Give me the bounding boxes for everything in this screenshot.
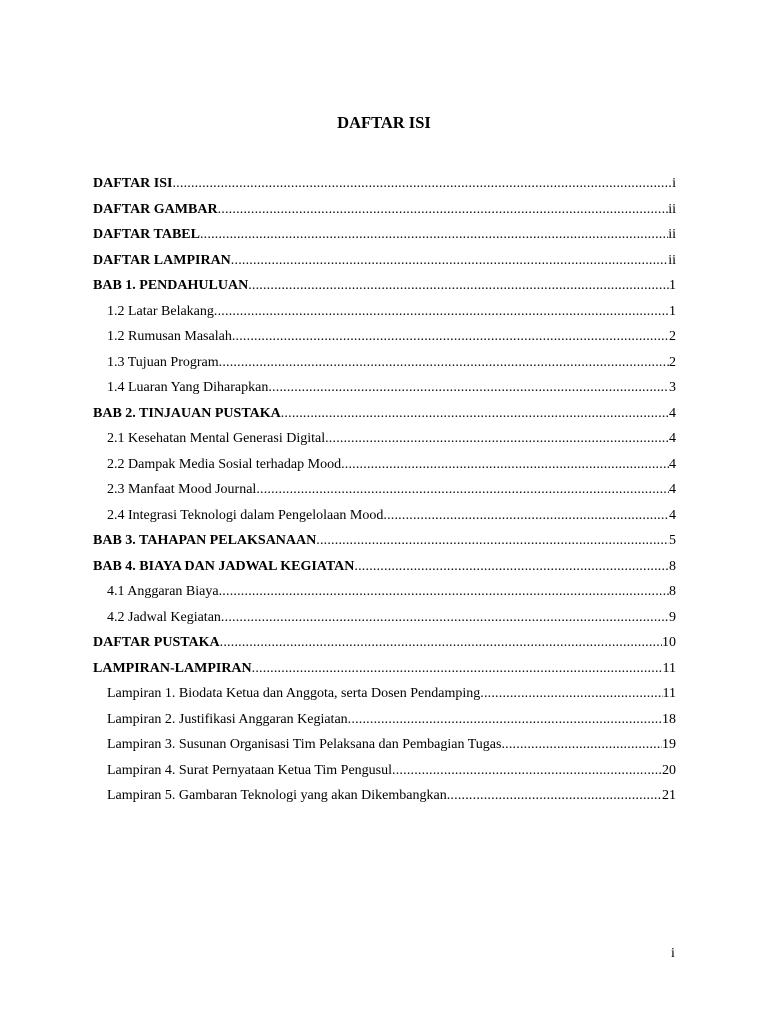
toc-dot-leader — [214, 299, 669, 325]
toc-dot-leader — [501, 732, 662, 758]
toc-entry-page: 4 — [669, 405, 676, 421]
table-of-contents — [93, 171, 676, 809]
toc-entry-label: Lampiran 2. Justifikasi Anggaran Kegiatan — [107, 711, 348, 727]
toc-entry-label: BAB 2. TINJAUAN PUSTAKA — [93, 405, 281, 421]
toc-entry-label: 2.2 Dampak Media Sosial terhadap Mood — [107, 456, 342, 472]
toc-dot-leader — [447, 783, 662, 809]
toc-entry — [93, 732, 676, 758]
toc-entry-label: DAFTAR GAMBAR — [93, 201, 218, 217]
toc-entry-page: 10 — [662, 635, 676, 650]
toc-entry-page: 1 — [669, 303, 676, 319]
toc-dot-leader — [172, 171, 672, 197]
toc-dot-leader — [354, 554, 669, 580]
toc-dot-leader — [383, 503, 669, 529]
toc-entry — [93, 707, 676, 733]
toc-entry-page: 5 — [669, 533, 676, 548]
toc-entry-page: 4 — [669, 456, 676, 472]
toc-entry-label: LAMPIRAN-LAMPIRAN — [93, 660, 252, 676]
toc-entry — [93, 528, 676, 554]
toc-entry — [93, 656, 676, 682]
toc-dot-leader — [218, 197, 669, 223]
toc-entry-page: 21 — [662, 788, 676, 803]
toc-entry-label: BAB 1. PENDAHULUAN — [93, 278, 249, 293]
toc-entry-label: DAFTAR PUSTAKA — [93, 635, 220, 650]
toc-entry — [93, 579, 676, 605]
toc-entry-label: BAB 4. BIAYA DAN JADWAL KEGIATAN — [93, 558, 355, 574]
toc-dot-leader — [248, 273, 669, 299]
toc-entry-page: 9 — [669, 609, 676, 625]
toc-entry — [93, 681, 676, 707]
toc-entry-page: 3 — [669, 380, 676, 395]
toc-entry — [93, 375, 676, 401]
toc-entry-label: 4.1 Anggaran Biaya — [107, 584, 219, 599]
toc-entry-page: ii — [668, 227, 676, 242]
toc-dot-leader — [221, 605, 669, 631]
toc-entry — [93, 324, 676, 350]
toc-dot-leader — [220, 630, 662, 656]
toc-entry — [93, 783, 676, 809]
toc-entry-label: Lampiran 5. Gambaran Teknologi yang akan Dikembangkan — [107, 788, 447, 803]
toc-entry-label: 2.3 Manfaat Mood Journal — [107, 482, 257, 497]
toc-entry-page: 19 — [662, 737, 676, 752]
toc-entry-label: 1.3 Tujuan Program — [107, 354, 219, 370]
toc-entry-page: 11 — [662, 686, 676, 701]
toc-entry — [93, 248, 676, 274]
toc-entry-label: 1.2 Latar Belakang — [107, 303, 214, 319]
toc-entry — [93, 452, 676, 478]
toc-entry-page: 11 — [662, 660, 676, 676]
toc-entry-page: 2 — [669, 329, 676, 344]
toc-entry-page: 4 — [669, 431, 676, 446]
toc-dot-leader — [252, 656, 663, 682]
toc-entry — [93, 222, 676, 248]
toc-entry-label: BAB 3. TAHAPAN PELAKSANAAN — [93, 533, 317, 548]
toc-entry — [93, 503, 676, 529]
toc-entry-page: 18 — [662, 711, 676, 727]
toc-dot-leader — [256, 477, 669, 503]
toc-entry-label: Lampiran 1. Biodata Ketua dan Anggota, serta Dosen Pendamping — [107, 686, 481, 701]
page-title: DAFTAR ISI — [337, 113, 431, 132]
toc-entry-label: DAFTAR LAMPIRAN — [93, 252, 231, 268]
toc-entry — [93, 758, 676, 784]
toc-entry-page: 8 — [669, 558, 676, 574]
toc-dot-leader — [480, 681, 662, 707]
toc-entry — [93, 605, 676, 631]
toc-entry-label: 2.1 Kesehatan Mental Generasi Digital — [107, 431, 326, 446]
toc-dot-leader — [232, 324, 669, 350]
toc-entry-page: 8 — [669, 584, 676, 599]
toc-dot-leader — [325, 426, 669, 452]
toc-entry-label: Lampiran 4. Surat Pernyataan Ketua Tim Pengusul — [107, 762, 393, 778]
toc-entry-label: 1.4 Luaran Yang Diharapkan — [107, 380, 269, 395]
toc-entry-label: 4.2 Jadwal Kegiatan — [107, 609, 221, 625]
toc-entry — [93, 630, 676, 656]
toc-dot-leader — [392, 758, 662, 784]
toc-entry-label: 1.2 Rumusan Masalah — [107, 329, 232, 344]
toc-dot-leader — [268, 375, 669, 401]
toc-entry-label: DAFTAR ISI — [93, 176, 173, 191]
toc-entry-page: 2 — [669, 354, 676, 370]
toc-entry — [93, 554, 676, 580]
toc-dot-leader — [316, 528, 669, 554]
toc-dot-leader — [231, 248, 668, 274]
toc-entry — [93, 477, 676, 503]
toc-dot-leader — [281, 401, 669, 427]
toc-dot-leader — [348, 707, 662, 733]
toc-entry-label: 2.4 Integrasi Teknologi dalam Pengelolaan Mood — [107, 507, 384, 523]
toc-dot-leader — [219, 350, 669, 376]
toc-entry — [93, 299, 676, 325]
toc-dot-leader — [219, 579, 669, 605]
toc-entry-page: 1 — [669, 278, 676, 293]
toc-entry-page: ii — [668, 252, 676, 268]
toc-entry — [93, 401, 676, 427]
toc-entry-page: ii — [668, 201, 676, 217]
toc-entry-page: 4 — [669, 507, 676, 523]
toc-entry — [93, 350, 676, 376]
toc-entry — [93, 197, 676, 223]
toc-entry — [93, 273, 676, 299]
toc-entry-label: DAFTAR TABEL — [93, 227, 200, 242]
toc-dot-leader — [200, 222, 668, 248]
toc-entry-page: i — [672, 176, 676, 191]
toc-dot-leader — [341, 452, 669, 478]
toc-entry-label: Lampiran 3. Susunan Organisasi Tim Pelaksana dan Pembagian Tugas — [107, 737, 502, 752]
toc-entry-page: 4 — [669, 482, 676, 497]
page-number: i — [671, 946, 675, 961]
toc-entry — [93, 171, 676, 197]
toc-entry — [93, 426, 676, 452]
toc-entry-page: 20 — [662, 762, 676, 778]
